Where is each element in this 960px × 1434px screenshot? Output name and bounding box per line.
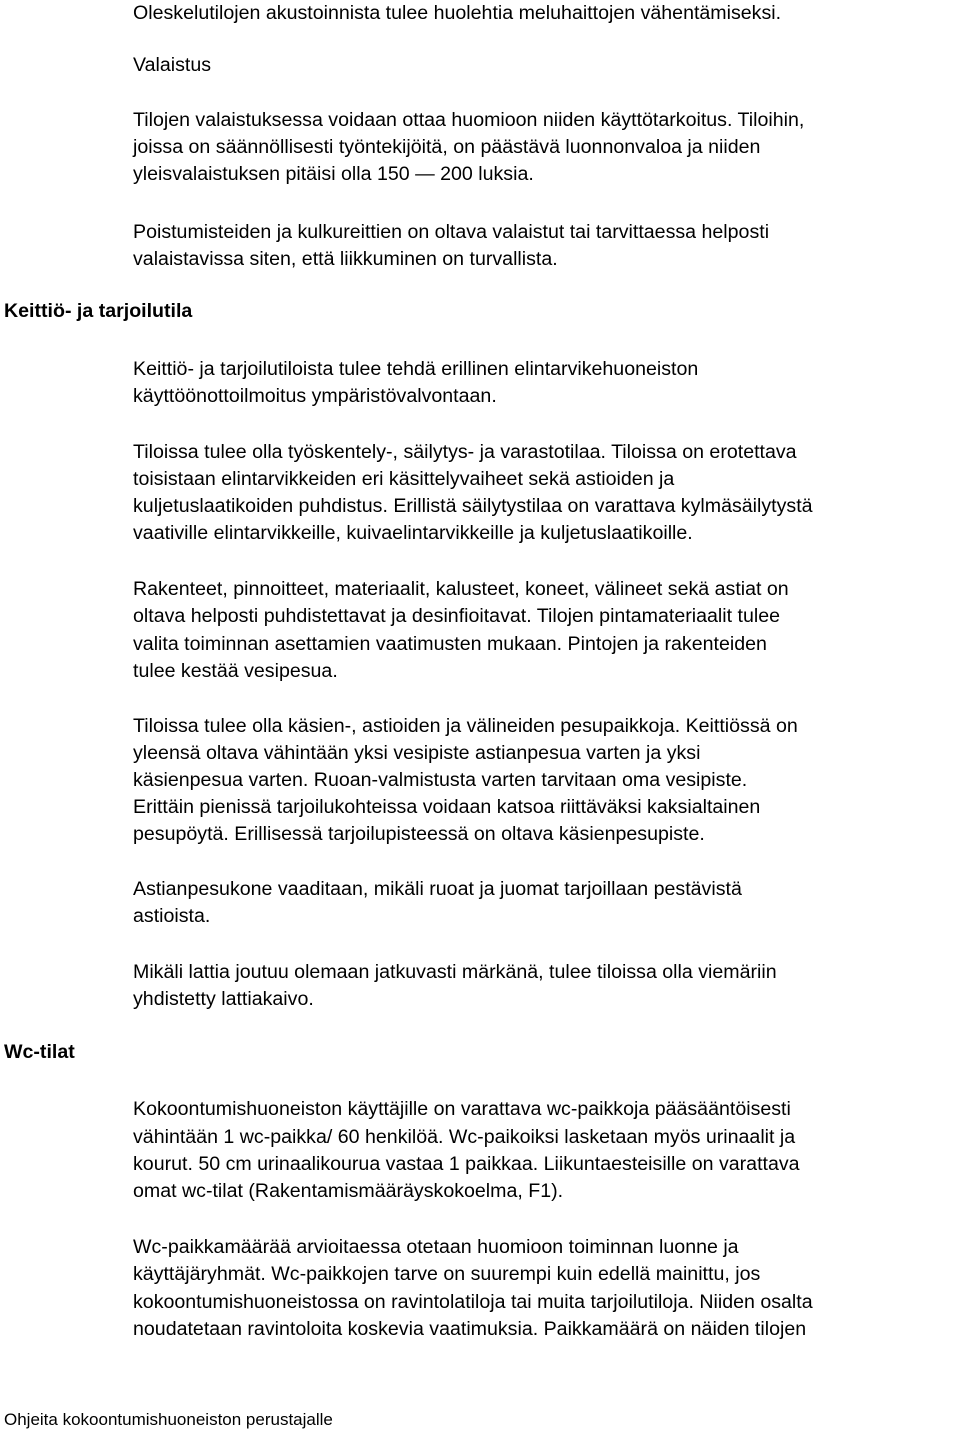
- paragraph-line: astioista.: [133, 905, 211, 927]
- paragraph-line: joissa on säännöllisesti työntekijöitä, on päästävä luonnonvaloa ja niiden: [133, 136, 761, 158]
- paragraph-line: valita toiminnan asettamien vaatimusten mukaan. Pintojen ja rakenteiden: [133, 633, 767, 655]
- paragraph-line: Tiloissa tulee olla käsien-, astioiden ja välineiden pesupaikkoja. Keittiössä on: [133, 715, 798, 737]
- paragraph-line: yhdistetty lattiakaivo.: [133, 988, 314, 1010]
- paragraph-line: vaativille elintarvikkeille, kuivaelintarvikkeille ja kuljetuslaatikoille.: [133, 522, 693, 544]
- paragraph-line: Rakenteet, pinnoitteet, materiaalit, kalusteet, koneet, välineet sekä astiat on: [133, 578, 789, 600]
- paragraph-line: Astianpesukone vaaditaan, mikäli ruoat ja juomat tarjoillaan pestävistä: [133, 878, 742, 900]
- paragraph-line: yleensä oltava vähintään yksi vesipiste astianpesua varten ja yksi: [133, 742, 701, 764]
- paragraph-line: yleisvalaistuksen pitäisi olla 150 — 200 luksia.: [133, 163, 534, 185]
- paragraph-line: omat wc-tilat (Rakentamismääräyskokoelma, F1).: [133, 1180, 564, 1202]
- page-footer: Ohjeita kokoontumishuoneiston perustajalle: [4, 1410, 333, 1429]
- paragraph-line: Mikäli lattia joutuu olemaan jatkuvasti märkänä, tulee tiloissa olla viemäriin: [133, 961, 777, 983]
- paragraph-line: valaistavissa siten, että liikkuminen on turvallista.: [133, 248, 558, 270]
- paragraph-line: oltava helposti puhdistettavat ja desinfioitavat. Tilojen pintamateriaalit tulee: [133, 605, 780, 627]
- paragraph-line: vähintään 1 wc-paikka/ 60 henkilöä. Wc-paikoiksi lasketaan myös urinaalit ja: [133, 1126, 796, 1148]
- paragraph-line: käsienpesua varten. Ruoan-valmistusta varten tarvitaan oma vesipiste.: [133, 769, 748, 791]
- paragraph-line: kokoontumishuoneistossa on ravintolatiloja tai muita tarjoilutiloja. Niiden osalta: [133, 1291, 813, 1313]
- paragraph-line: noudatetaan ravintoloita koskevia vaatimuksia. Paikkamäärä on näiden tilojen: [133, 1318, 807, 1340]
- paragraph-line: Wc-paikkamäärää arvioitaessa otetaan huomioon toiminnan luonne ja: [133, 1236, 739, 1258]
- paragraph-line: Erittäin pienissä tarjoilukohteissa voidaan katsoa riittäväksi kaksialtainen: [133, 796, 761, 818]
- paragraph-line: kuljetuslaatikoiden puhdistus. Erillistä säilytystilaa on varattava kylmäsäilytystä: [133, 495, 813, 517]
- paragraph-intro: Oleskelutilojen akustoinnista tulee huolehtia meluhaittojen vähentämiseksi.: [133, 2, 782, 24]
- paragraph-line: käyttöönottoilmoitus ympäristövalvontaan.: [133, 385, 497, 407]
- paragraph-line: tulee kestää vesipesua.: [133, 660, 338, 682]
- paragraph-line: Keittiö- ja tarjoilutiloista tulee tehdä erillinen elintarvikehuoneiston: [133, 358, 699, 380]
- paragraph-line: Poistumisteiden ja kulkureittien on oltava valaistut tai tarvittaessa helposti: [133, 221, 770, 243]
- paragraph-line: pesupöytä. Erillisessä tarjoilupisteessä on oltava käsienpesupiste.: [133, 823, 705, 845]
- paragraph-line: käyttäjäryhmät. Wc-paikkojen tarve on suurempi kuin edellä mainittu, jos: [133, 1263, 761, 1285]
- section-heading-wc: Wc-tilat: [4, 1041, 75, 1063]
- paragraph-line: Tilojen valaistuksessa voidaan ottaa huomioon niiden käyttötarkoitus. Tiloihin,: [133, 109, 805, 131]
- paragraph-line: toisistaan elintarvikkeiden eri käsittelyvaiheet sekä astioiden ja: [133, 468, 675, 490]
- section-heading-keittio: Keittiö- ja tarjoilutila: [4, 300, 193, 322]
- paragraph-line: Kokoontumishuoneiston käyttäjille on varattava wc-paikkoja pääsääntöisesti: [133, 1098, 791, 1120]
- section-heading-valaistus: Valaistus: [133, 54, 212, 76]
- paragraph-line: kourut. 50 cm urinaalikourua vastaa 1 paikkaa. Liikuntaesteisille on varattava: [133, 1153, 800, 1175]
- paragraph-line: Tiloissa tulee olla työskentely-, säilytys- ja varastotilaa. Tiloissa on erotettava: [133, 441, 797, 463]
